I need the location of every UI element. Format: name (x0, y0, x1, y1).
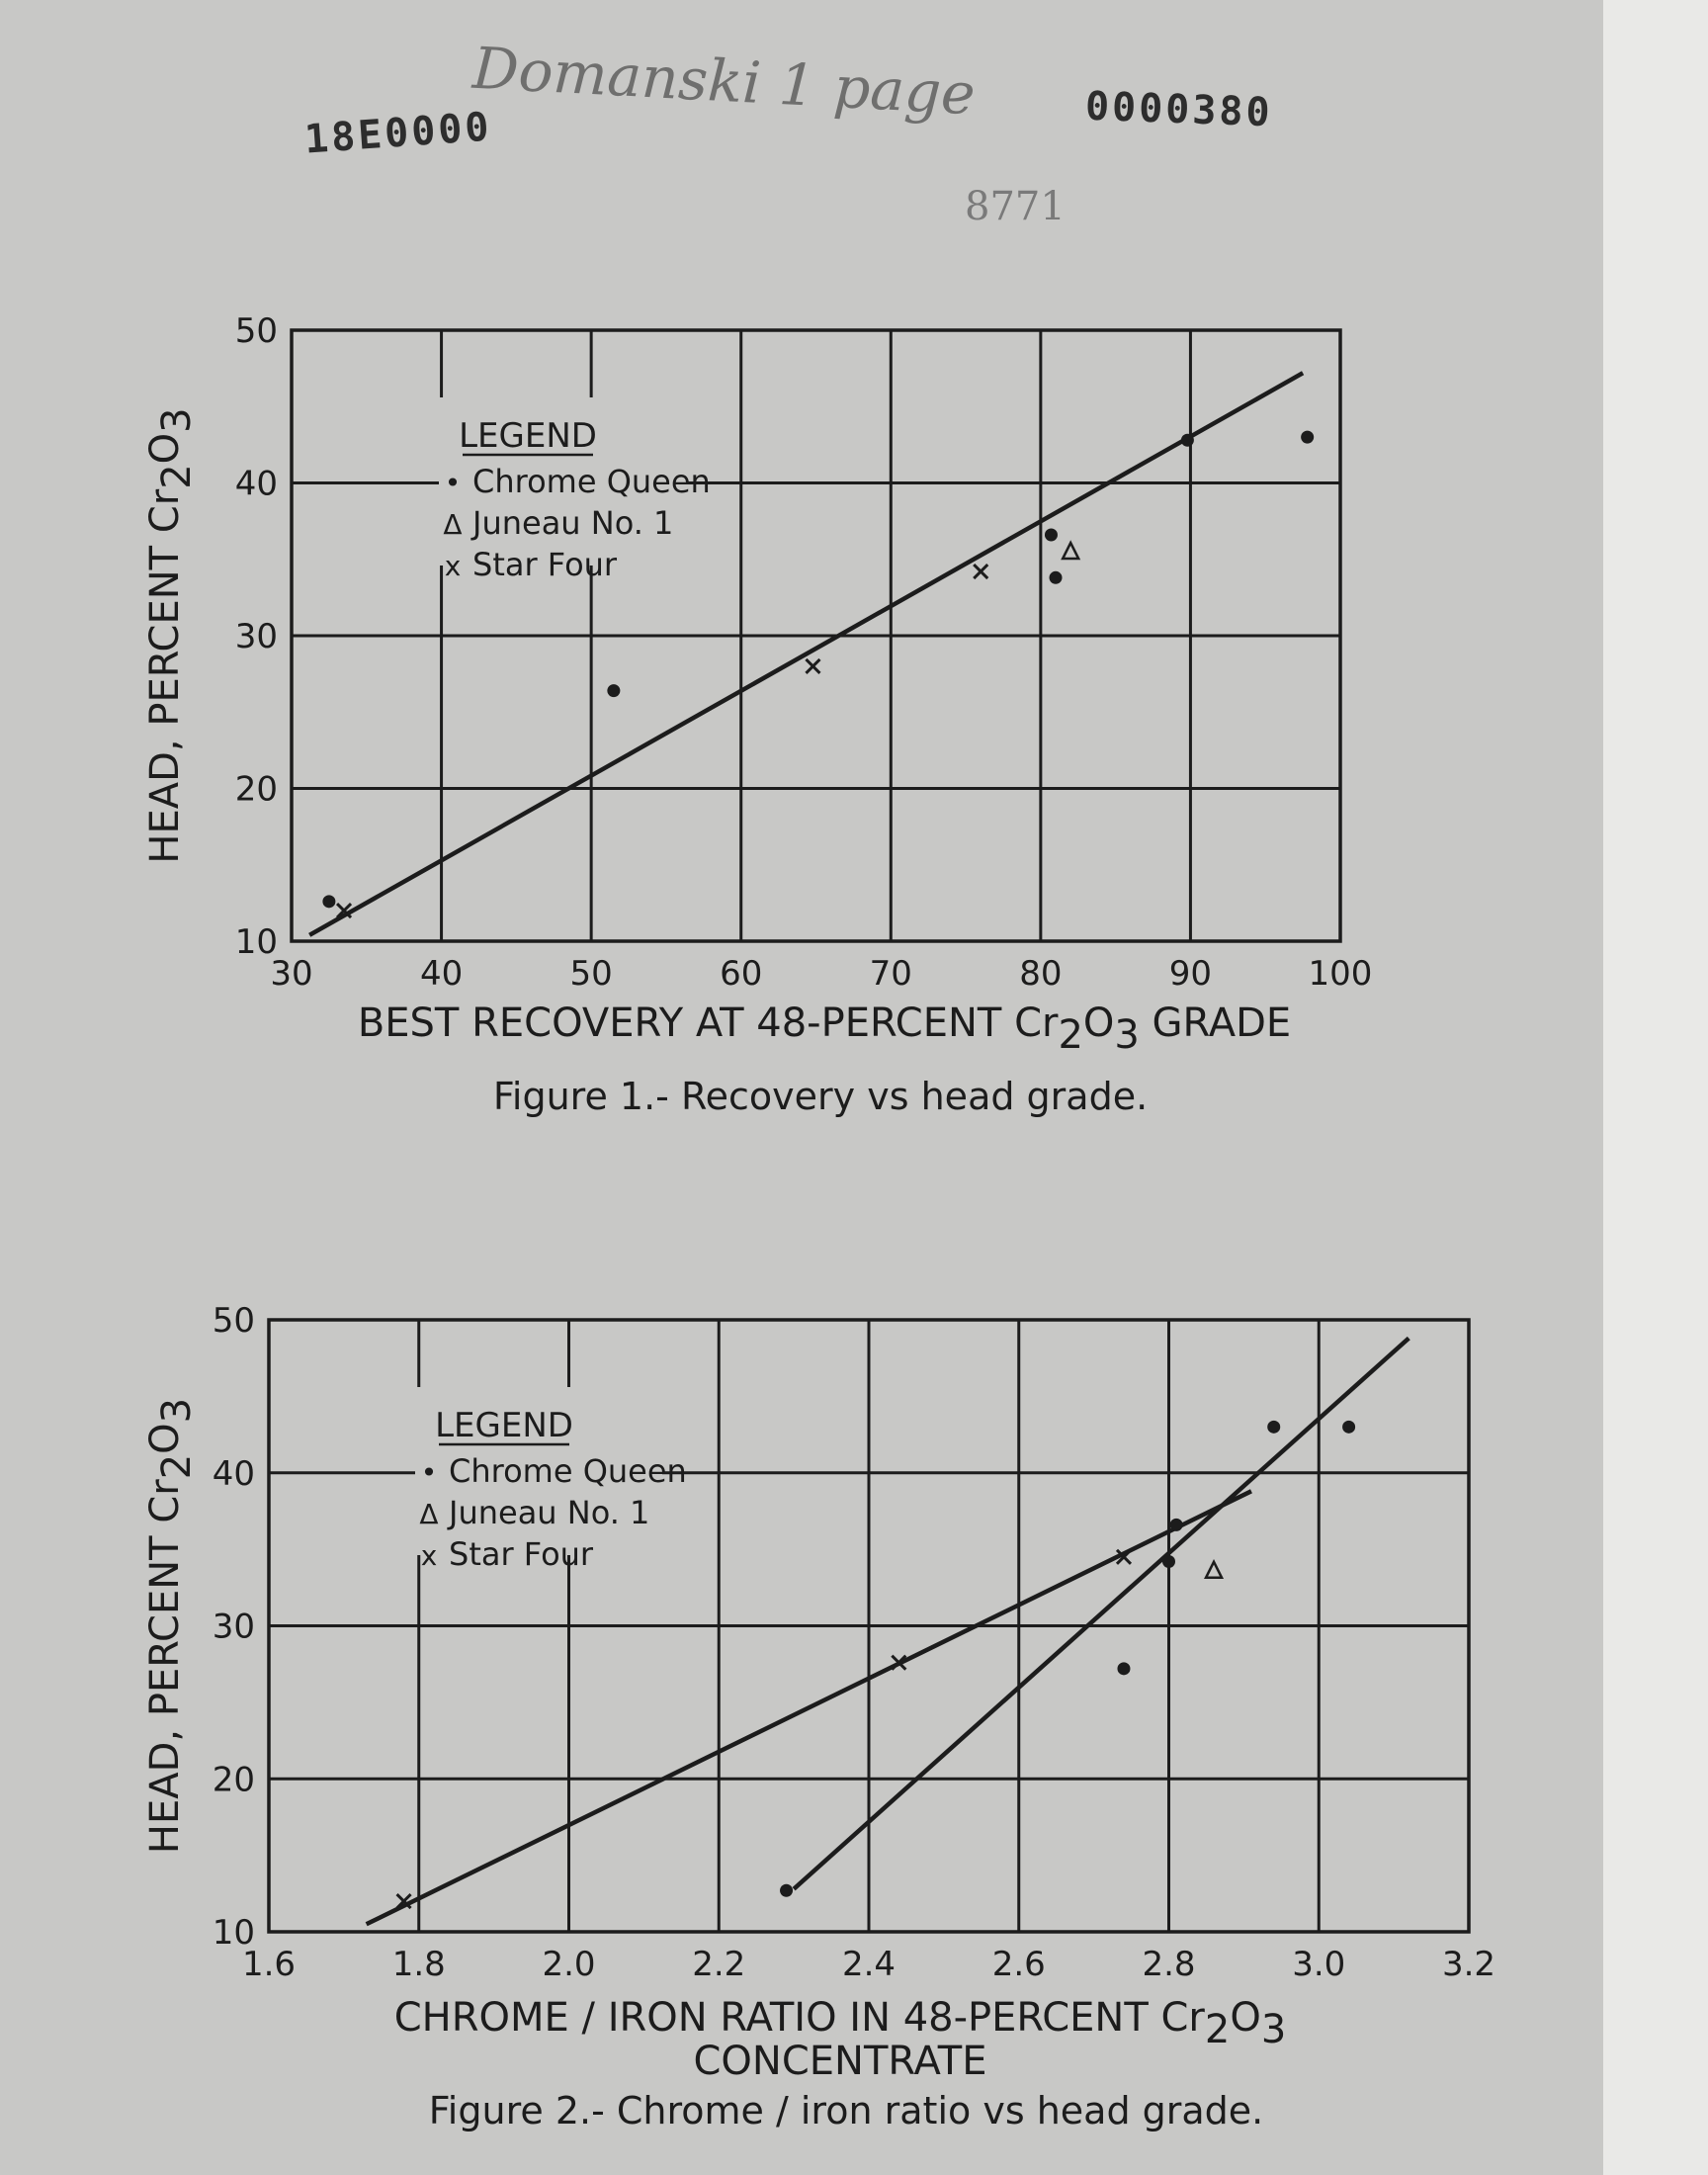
data-point-chrome-queen (1117, 1662, 1130, 1675)
x-tick-label: 50 (569, 954, 613, 994)
y-tick-label: 50 (234, 311, 278, 351)
data-point-juneau-no-1 (1206, 1562, 1222, 1578)
legend-label: Star Four (449, 1535, 594, 1573)
legend-symbol: • (420, 1456, 438, 1489)
data-point-chrome-queen (1301, 431, 1314, 444)
x-tick-label: 3.0 (1292, 1945, 1346, 1984)
data-point-chrome-queen (607, 684, 620, 697)
data-point-chrome-queen (1342, 1421, 1355, 1434)
x-tick-label: 2.2 (692, 1945, 746, 1984)
x-axis-label: CHROME / IRON RATIO IN 48-PERCENT Cr2O3 (393, 1995, 1287, 2052)
x-tick-label: 70 (869, 954, 912, 994)
data-point-chrome-queen (1050, 571, 1063, 584)
x-tick-label: 2.8 (1142, 1945, 1196, 1984)
y-tick-label: 40 (212, 1453, 255, 1494)
y-tick-label: 40 (234, 464, 278, 504)
x-tick-label: 30 (270, 954, 313, 994)
legend-title: LEGEND (459, 416, 597, 456)
legend-symbol: • (444, 467, 462, 499)
data-point-chrome-queen (1267, 1421, 1280, 1434)
x-tick-label: 40 (419, 954, 464, 994)
stamp-number: 8771 (965, 184, 1066, 229)
x-tick-label: 80 (1019, 954, 1063, 994)
x-axis-label: BEST RECOVERY AT 48-PERCENT Cr2O3 GRADE (357, 1000, 1292, 1058)
data-point-chrome-queen (1045, 529, 1058, 542)
figure-2-chart (142, 1301, 1495, 2132)
legend-label: Chrome Queen (449, 1452, 687, 1490)
fit-line (794, 1339, 1409, 1889)
legend-label: Star Four (472, 546, 618, 583)
x-tick-label: 100 (1308, 954, 1373, 994)
legend-label: Juneau No. 1 (449, 1494, 650, 1531)
legend-label: Juneau No. 1 (472, 504, 674, 542)
x-tick-label: 3.2 (1441, 1945, 1496, 1984)
y-tick-label: 50 (212, 1301, 255, 1341)
y-axis-label: HEAD, PERCENT Cr2O3 (142, 407, 200, 864)
data-point-chrome-queen (322, 895, 335, 908)
data-point-star-four (974, 565, 987, 578)
x-tick-label: 2.4 (841, 1945, 897, 1984)
x-tick-label: 2.6 (991, 1945, 1046, 1984)
figure-caption: Figure 1.- Recovery vs head grade. (492, 1075, 1149, 1118)
y-tick-label: 30 (234, 617, 278, 656)
y-axis-label: HEAD, PERCENT Cr2O3 (142, 1397, 200, 1855)
data-point-chrome-queen (1170, 1519, 1183, 1531)
handwritten-note: Domanski 1 page (470, 34, 978, 129)
figure-caption: Figure 2.- Chrome / iron ratio vs head grade. (428, 2089, 1264, 2132)
data-point-juneau-no-1 (1063, 543, 1078, 559)
x-tick-label: 2.0 (542, 1945, 596, 1984)
left-archive-code: 18E0000 (302, 104, 493, 163)
legend-symbol: x (420, 1539, 438, 1572)
y-tick-label: 10 (212, 1913, 255, 1953)
right-archive-code: 0000380 (1084, 83, 1274, 136)
legend-symbol: x (444, 550, 462, 582)
y-tick-label: 10 (234, 922, 278, 962)
legend-symbol: Δ (419, 1498, 439, 1530)
data-point-chrome-queen (1162, 1555, 1175, 1568)
x-tick-label: 1.6 (241, 1945, 297, 1984)
legend-title: LEGEND (435, 1406, 573, 1445)
legend-label: Chrome Queen (472, 463, 711, 500)
x-tick-label: 1.8 (391, 1945, 446, 1984)
data-point-star-four (806, 659, 819, 673)
y-tick-label: 20 (234, 769, 278, 810)
figure-1-chart (142, 311, 1372, 1118)
y-tick-label: 30 (212, 1607, 255, 1647)
data-point-chrome-queen (1181, 434, 1194, 447)
x-axis-label-line2: CONCENTRATE (693, 2039, 987, 2084)
legend-symbol: Δ (443, 508, 463, 541)
data-point-chrome-queen (780, 1884, 793, 1897)
y-tick-label: 20 (212, 1760, 255, 1800)
x-tick-label: 90 (1168, 954, 1213, 994)
x-tick-label: 60 (720, 954, 763, 994)
